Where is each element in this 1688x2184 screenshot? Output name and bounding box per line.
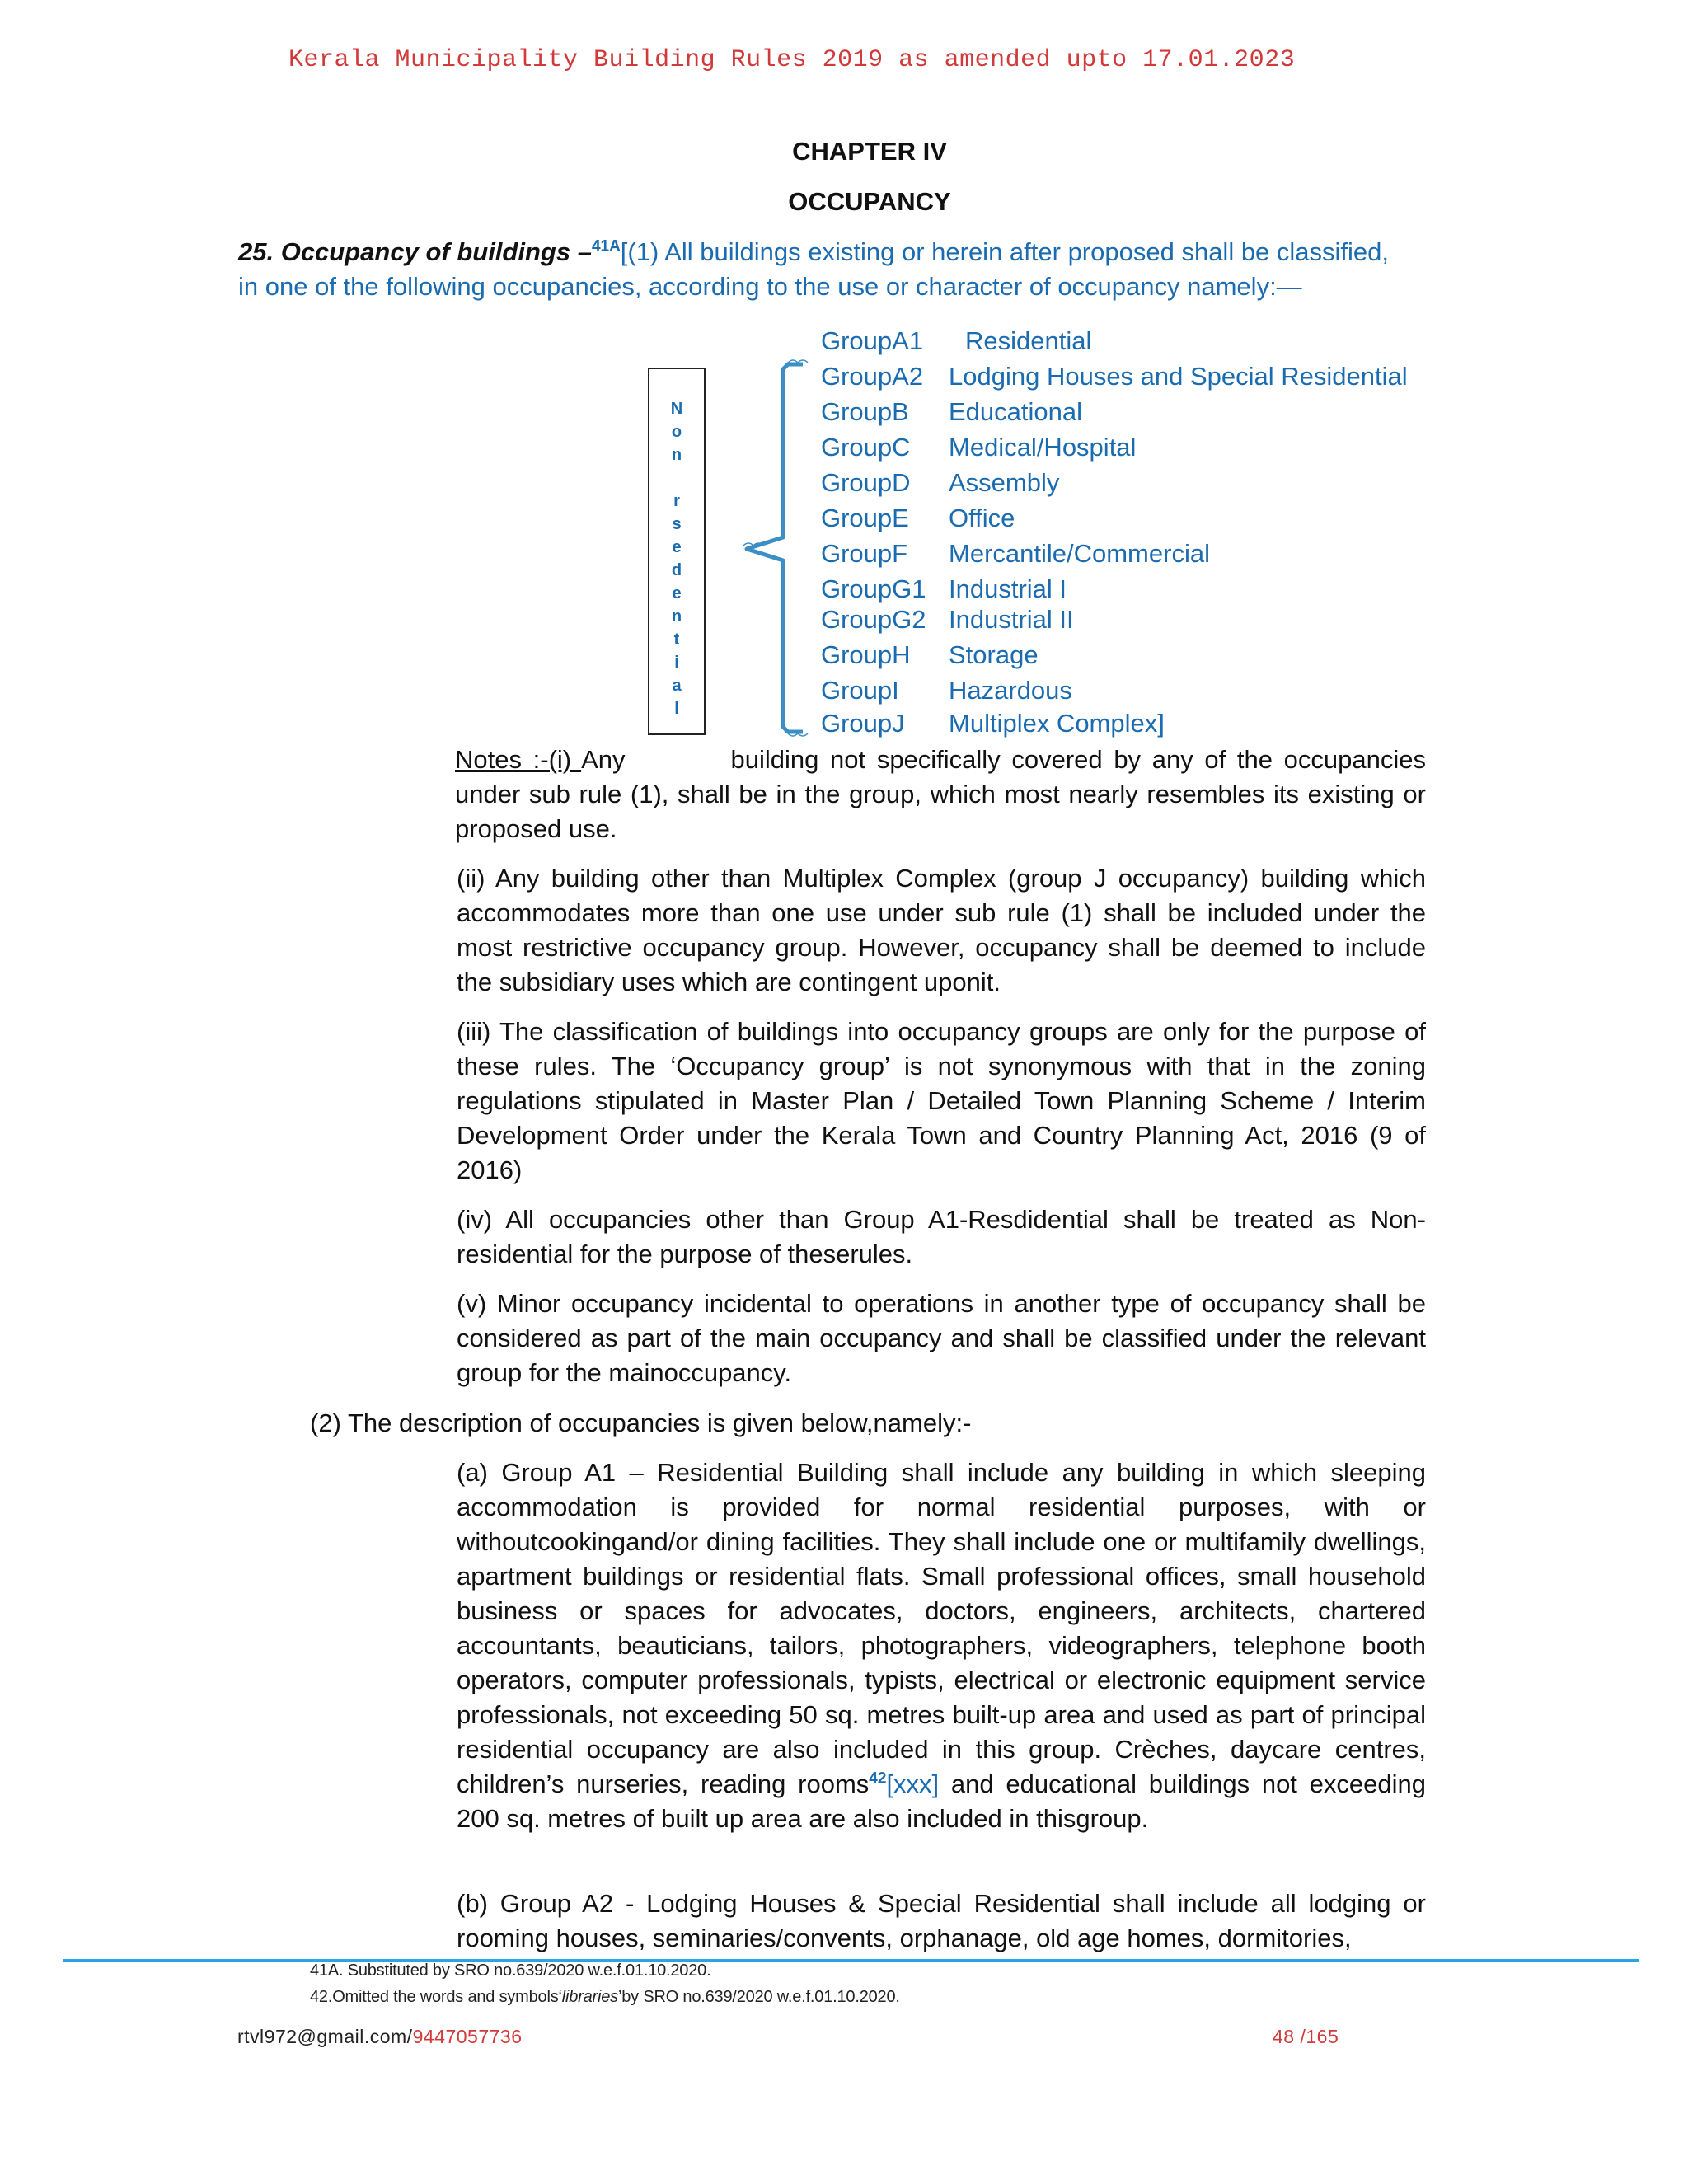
note-v-text: (v) Minor occupancy incidental to operations in another type of occupancy shall be considered as part of the main occupancy and shall be classified under the relevant group for the mainoccupancy.	[457, 1289, 1426, 1387]
group-name: Industrial II	[949, 605, 1074, 634]
vertical-letter: n	[671, 607, 682, 626]
footer-contact	[237, 2026, 523, 2048]
group-brace	[738, 354, 821, 742]
note-i-first-word: Any	[581, 745, 626, 774]
group-row-e	[821, 502, 1015, 535]
group-a1-text: (a) Group A1 – Residential Building shall include any building in which sleeping accommodation is provided for normal residential purposes, with or withoutcookingand/or dining facilities. They shall include one or multifamily dwellings, apartment buildings or residential flats. Small professional offices, small household business or spaces for advocates, doctors, engineers, architects, chartered accountants, beauticians, tailors, photographers, videographers, telephone booth operators, computer professionals, typists, electrical or electronic equipment service professionals, not exceeding 50 sq. metres built-up area and used as part of principal residential occupancy are also included in this group. Crèches, daycare centres, children’s nurseries, reading rooms	[457, 1458, 1426, 1798]
group-row-g1	[821, 573, 1067, 606]
group-code: GroupE	[821, 504, 909, 532]
vertical-letter: s	[672, 515, 682, 533]
note-iv	[457, 1202, 1426, 1272]
group-code: GroupJ	[821, 709, 905, 738]
group-code: GroupG1	[821, 574, 926, 603]
group-name: Industrial I	[949, 574, 1067, 603]
group-name: Mercantile/Commercial	[949, 539, 1210, 568]
chapter-number: CHAPTER IV	[792, 137, 947, 166]
group-a2-text: (b) Group A2 - Lodging Houses & Special Residential shall include all lodging or rooming houses, seminaries/convents, orphanage, old age homes, dormitories,	[457, 1889, 1426, 1952]
group-code: GroupC	[821, 433, 911, 462]
page-number: 48 /165	[1273, 2026, 1339, 2047]
footnote-42-end: ’by SRO no.639/2020 w.e.f.01.10.2020.	[618, 1988, 900, 2006]
rule-25-text-2: in one of the following occupancies, according to the use or character of occupancy namely:—	[238, 272, 1302, 301]
footnote-ref-42[interactable]: 42	[869, 1769, 887, 1788]
group-row-c	[821, 431, 1136, 464]
vertical-letter: e	[672, 584, 682, 602]
rule-25-heading	[238, 235, 1425, 304]
rule-25-text-1: [(1) All buildings existing or herein after proposed shall be classified,	[620, 237, 1390, 266]
vertical-letter: a	[672, 677, 682, 695]
group-name: Residential	[965, 326, 1092, 355]
footer-phone[interactable]: 9447057736	[412, 2026, 523, 2047]
group-row-j	[821, 707, 1165, 740]
group-row-b	[821, 396, 1082, 429]
group-name: Assembly	[949, 468, 1060, 497]
group-code: GroupA1	[821, 326, 924, 355]
footnote-divider	[63, 1959, 1639, 1962]
group-name: Educational	[949, 397, 1083, 426]
note-v	[457, 1286, 1426, 1390]
chapter-title: OCCUPANCY	[788, 187, 951, 216]
group-code: GroupA2	[821, 362, 924, 391]
running-header: Kerala Municipality Building Rules 2019 as amended upto 17.01.2023	[288, 46, 1296, 74]
group-code: GroupH	[821, 640, 911, 669]
group-code: GroupF	[821, 539, 908, 568]
sub-rule-2-intro-text: (2) The description of occupancies is given below,namely:-	[310, 1408, 972, 1437]
group-row-i	[821, 674, 1072, 707]
group-row-h	[821, 639, 1039, 672]
group-code: GroupB	[821, 397, 909, 426]
group-a1-description	[457, 1455, 1426, 1836]
group-row-d	[821, 466, 1059, 499]
note-iii	[457, 1015, 1426, 1188]
group-row-f	[821, 537, 1210, 570]
group-name: Lodging Houses and Special Residential	[949, 362, 1408, 391]
non-residential-box	[648, 368, 706, 735]
group-code: GroupG2	[821, 605, 926, 634]
note-i	[455, 743, 1426, 846]
vertical-letter: d	[671, 561, 682, 579]
group-row-a1	[821, 325, 1091, 358]
omitted-marker: [xxx]	[886, 1769, 940, 1798]
group-row-a2	[821, 360, 1408, 393]
vertical-letter: o	[671, 423, 682, 441]
group-name: Medical/Hospital	[949, 433, 1137, 462]
group-name: Office	[949, 504, 1015, 532]
vertical-letter: i	[674, 654, 679, 672]
vertical-letter: r	[673, 492, 680, 510]
vertical-letter: N	[670, 400, 683, 418]
sub-rule-2-intro	[310, 1406, 1381, 1441]
vertical-letter	[649, 466, 704, 490]
group-code: GroupD	[821, 468, 911, 497]
note-ii	[457, 861, 1426, 1000]
footnote-ref-41a[interactable]: 41A	[591, 237, 621, 255]
notes-label: Notes :-(i)	[455, 745, 582, 774]
footnote-42-italic: libraries	[561, 1988, 618, 2006]
vertical-letter: e	[672, 538, 682, 556]
note-iii-text: (iii) The classification of buildings into occupancy groups are only for the purpose of these rules. The ‘Occupancy group’ is not synonymous with that in the zoning regulations stipulated in Master Plan / Detailed Town Planning Scheme / Interim Development Order under the Kerala Town and Country Planning Act, 2016 (9 of 2016)	[457, 1017, 1426, 1184]
note-i-text: building not specifically covered by any of the occupancies under sub rule (1), shall be in the group, which most nearly resembles its existing or proposed use.	[455, 745, 1426, 843]
group-a2-description	[457, 1886, 1426, 1956]
group-code: GroupI	[821, 676, 899, 705]
footnote-42	[310, 1988, 900, 2007]
non-residential-vertical-label	[649, 397, 704, 720]
vertical-letter: l	[674, 700, 679, 718]
footer-email[interactable]: rtvl972@gmail.com/	[237, 2026, 413, 2047]
vertical-letter: n	[671, 446, 682, 464]
vertical-letter: t	[673, 630, 680, 649]
note-ii-text: (ii) Any building other than Multiplex Complex (group J occupancy) building which accommodates more than one use under sub rule (1) shall be included under the most restrictive occupancy group. However, occupancy shall be deemed to include the subsidiary uses which are contingent uponit.	[457, 864, 1426, 996]
note-iv-text: (iv) All occupancies other than Group A1-Resdidential shall be treated as Non-residential for the purpose of theserules.	[457, 1205, 1426, 1268]
group-name: Hazardous	[949, 676, 1072, 705]
footnote-42-start: 42.Omitted the words and symbols‘	[310, 1988, 562, 2006]
group-a1-text-end: and educational buildings not exceeding 200 sq. metres of built up area are also included in thisgroup.	[457, 1769, 1426, 1833]
group-name: Storage	[949, 640, 1039, 669]
group-name: Multiplex Complex]	[949, 709, 1165, 738]
rule-25-title: 25. Occupancy of buildings –	[238, 237, 592, 266]
footnote-41a: 41A. Substituted by SRO no.639/2020 w.e.f.01.10.2020.	[310, 1961, 711, 1980]
group-row-g2	[821, 603, 1074, 636]
